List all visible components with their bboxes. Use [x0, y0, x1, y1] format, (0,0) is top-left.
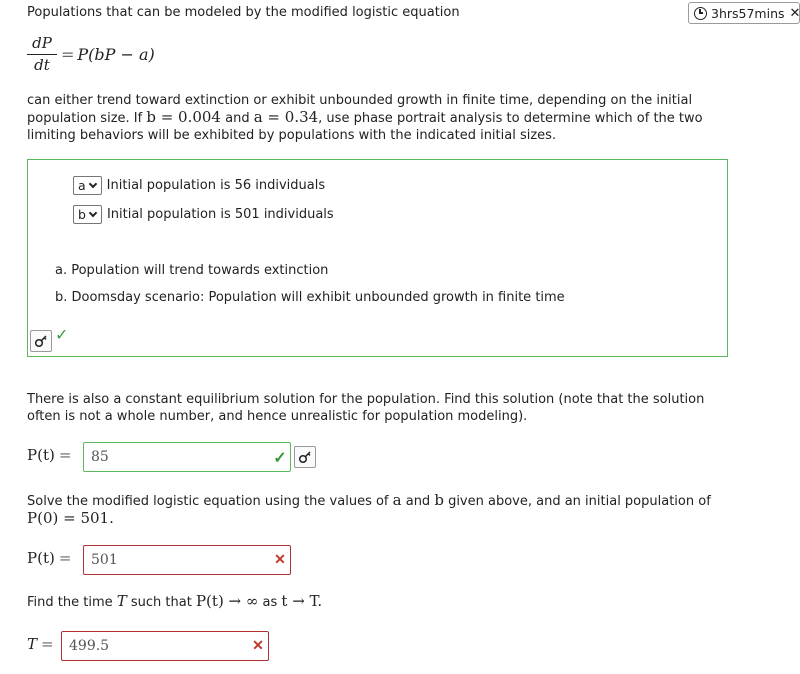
match-label-2: Initial population is 501 individuals	[106, 206, 334, 222]
chevron-down-icon	[89, 208, 97, 216]
select-value: a	[78, 177, 86, 193]
fraction-numerator: dP	[27, 34, 57, 55]
match-label-1: Initial population is 56 individuals	[106, 177, 326, 193]
check-icon: ✓	[273, 447, 287, 467]
equilibrium-paragraph: There is also a constant equilibrium solution for the population. Find this solution (note that the solution often is not a whole number, and hence unrealistic for population modeling).	[27, 392, 705, 424]
math-b: b	[434, 491, 444, 509]
lhs-text: P(t)	[27, 549, 55, 567]
clock-icon	[694, 7, 707, 20]
input-value: 499.5	[69, 638, 110, 654]
problem-intro: Populations that can be modeled by the modified logistic equation	[27, 5, 460, 20]
input-value: 85	[91, 449, 109, 465]
text-span: given above, and an initial population of	[443, 494, 711, 509]
math-a-value: a = 0.34	[253, 108, 319, 126]
match-select-2[interactable]	[73, 205, 102, 224]
text-span: as	[258, 595, 282, 610]
equation-rhs-text: P(bP − a)	[77, 45, 155, 64]
problem-paragraph	[27, 92, 717, 144]
fraction-denominator: dt	[34, 56, 50, 74]
derivative-fraction	[27, 34, 57, 74]
text-span: Find the time	[27, 595, 117, 610]
check-icon: ✓	[55, 325, 69, 344]
answer3-lhs	[27, 635, 58, 653]
select-value: b	[78, 206, 86, 222]
time-input[interactable]	[61, 631, 269, 661]
match-row-1	[73, 175, 325, 195]
x-icon: ✕	[252, 638, 264, 654]
equals-sign: =	[61, 45, 75, 64]
x-icon: ✕	[274, 552, 286, 568]
lhs-text: P(t)	[27, 446, 55, 464]
math-limit: P(t) → ∞	[195, 592, 259, 610]
lhs-text: T	[27, 635, 38, 653]
time-paragraph	[27, 593, 717, 611]
option-a: a. Population will trend towards extinction	[55, 263, 329, 278]
input-value: 501	[91, 552, 118, 568]
solve-paragraph	[27, 492, 727, 528]
text-span: Solve the modified logistic equation using the values of	[27, 494, 393, 509]
equals-sign: =	[58, 549, 72, 567]
text-span: such that	[126, 595, 196, 610]
math-b-value: b = 0.004	[146, 108, 221, 126]
timer-label: 3hrs57mins	[711, 5, 785, 21]
option-b: b. Doomsday scenario: Population will exhibit unbounded growth in finite time	[55, 290, 565, 305]
text-span: can either trend toward extinction or exhibit unbounded growth in finite time, depending on the initial population size. If	[27, 93, 693, 126]
text-span: and	[401, 494, 435, 509]
key-icon	[298, 450, 312, 464]
match-select-1[interactable]	[73, 176, 102, 195]
math-initial-condition: P(0) = 501.	[27, 509, 114, 527]
close-icon[interactable]: ✕	[789, 5, 800, 21]
key-button[interactable]	[294, 446, 316, 468]
math-T: T	[116, 592, 127, 610]
answer2-lhs	[27, 549, 75, 567]
equals-sign: =	[58, 446, 72, 464]
answer1-lhs	[27, 446, 75, 464]
key-button[interactable]	[30, 330, 52, 352]
key-icon	[34, 334, 48, 348]
chevron-down-icon	[88, 179, 96, 187]
equation-rhs	[61, 45, 155, 64]
math-a: a	[392, 491, 402, 509]
solution-input[interactable]	[83, 545, 291, 575]
equals-sign: =	[41, 635, 54, 653]
equilibrium-input[interactable]	[83, 442, 291, 472]
match-row-2	[73, 204, 334, 224]
text-span: and	[220, 111, 254, 126]
text-span: , use phase portrait analysis to determine which of the two limiting behaviors will be exhibited by populations with the indicated initial sizes.	[27, 111, 703, 143]
timer-badge[interactable]	[688, 2, 800, 24]
math-t-to-T: t → T.	[281, 592, 323, 610]
